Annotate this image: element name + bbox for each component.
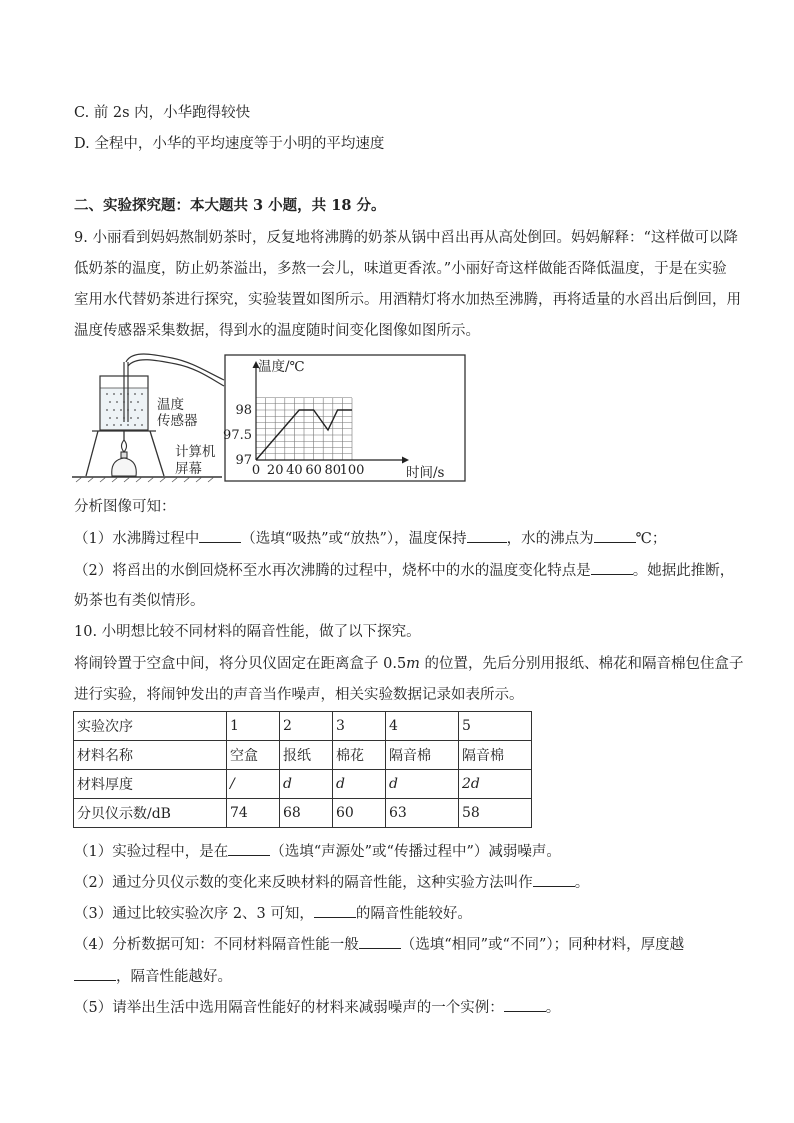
sensor-label-1: 温度 xyxy=(157,397,184,413)
q10-intro: 10. 小明想比较不同材料的隔音性能，做了以下探究。 xyxy=(74,624,421,640)
q10-sub4-cont xyxy=(74,966,232,987)
screen-label-1: 计算机 xyxy=(175,444,216,460)
q9-text-line-4: 温度传感器采集数据，得到水的温度随时间变化图像如图所示。 xyxy=(74,323,480,339)
q9-sub1-text-c: ，水的沸点为 xyxy=(506,531,594,547)
alcohol-lamp xyxy=(112,440,137,476)
q10-desc-line-2: 进行实验，将闹钟发出的声音当作噪声，相关实验数据记录如表所示。 xyxy=(74,687,524,703)
table-row xyxy=(74,712,532,741)
answer-blank[interactable] xyxy=(467,528,507,543)
distance-unit: m xyxy=(406,656,420,672)
table-cell: 隔音棉 xyxy=(386,741,459,770)
table-cell: 材料名称 xyxy=(74,741,227,770)
y-tick-label: 97 xyxy=(235,453,252,468)
q10-sub3-text-b: 的隔音性能较好。 xyxy=(355,906,472,922)
table-cell: 4 xyxy=(386,712,459,741)
answer-blank[interactable] xyxy=(314,903,356,918)
table-cell: 2 xyxy=(280,712,333,741)
table-cell: 材料厚度 xyxy=(74,770,227,799)
y-tick-label: 98 xyxy=(235,403,252,418)
answer-blank[interactable] xyxy=(199,528,241,543)
y-axis-label: 温度/℃ xyxy=(258,359,305,375)
x-axis-label: 时间/s xyxy=(406,465,445,481)
answer-blank[interactable] xyxy=(504,997,546,1012)
q9-text-line-1: 9. 小丽看到妈妈熬制奶茶时，反复地将沸腾的奶茶从锅中舀出再从高处倒回。妈妈解释：“这样做可以降 xyxy=(74,230,738,246)
table-cell: 58 xyxy=(459,799,532,828)
table-cell: d xyxy=(280,770,333,799)
q10-desc-text-d: 的位置，先后分别用报纸、棉花和隔音棉包住盒子 xyxy=(419,656,744,672)
table-row xyxy=(74,770,532,799)
x-tick-label: 80 xyxy=(324,463,342,478)
q10-sub3-text-a: （3）通过比较实验次序 2、3 可知， xyxy=(74,906,314,922)
q9-sub1 xyxy=(74,528,666,549)
data-table xyxy=(73,711,532,828)
q9-text-line-3: 室用水代替奶茶进行探究，实验装置如图所示。用酒精灯将水加热至沸腾，再将适量的水舀出后倒回，用 xyxy=(74,292,741,308)
q10-sub1 xyxy=(74,841,561,862)
table-cell: 棉花 xyxy=(333,741,386,770)
answer-blank[interactable] xyxy=(359,934,401,949)
q10-sub2 xyxy=(74,872,589,893)
q10-sub4-text-b: （选填“相同”或“不同”）；同种材料，厚度越 xyxy=(400,937,685,953)
table-row xyxy=(74,741,532,770)
q9-sub1-text-b: （选填“吸热”或“放热”），温度保持 xyxy=(241,531,467,547)
x-tick-label: 20 xyxy=(266,463,284,478)
q9-sub2-cont: 奶茶也有类似情形。 xyxy=(74,593,205,609)
q9-sub1-text-d: ℃； xyxy=(635,531,667,547)
table-cell: 空盒 xyxy=(227,741,280,770)
q10-sub4-text-a: （4）分析数据可知：不同材料隔音性能一般 xyxy=(74,937,359,953)
q10-sub5 xyxy=(74,997,560,1018)
table-cell: 68 xyxy=(280,799,333,828)
section-heading: 二、实验探究题：本大题共 3 小题，共 18 分。 xyxy=(74,197,386,214)
q10-sub4 xyxy=(74,934,684,955)
q10-desc-text-a: 将闹铃置于空盒中间，将分贝仪固定在距离盒子 xyxy=(74,656,384,672)
q10-sub2-text-b: 。 xyxy=(574,875,590,891)
q10-desc-line-1 xyxy=(74,654,744,674)
q9-text-line-2: 低奶茶的温度，防止奶茶溢出，多熬一会儿，味道更香浓。”小丽好奇这样做能否降低温度，于是在实验 xyxy=(74,261,727,277)
q10-sub1-text-b: （选填“声源处”或“传播过程中”）减弱噪声。 xyxy=(270,844,561,860)
q10-sub5-text-b: 。 xyxy=(545,1000,561,1016)
q9-sub2-text-a: （2）将舀出的水倒回烧杯至水再次沸腾的过程中，烧杯中的水的温度变化特点是 xyxy=(74,563,591,579)
table-cell: 63 xyxy=(386,799,459,828)
screen-label-2: 屏幕 xyxy=(175,461,202,477)
q10-sub3 xyxy=(74,903,472,924)
answer-blank[interactable] xyxy=(533,872,575,887)
table-row xyxy=(74,799,532,828)
distance-value: 0.5 xyxy=(383,656,407,672)
table-cell: d xyxy=(333,770,386,799)
option-c: C. 前 2s 内，小华跑得较快 xyxy=(74,105,251,121)
answer-blank[interactable] xyxy=(228,841,270,856)
x-tick-label: 0 xyxy=(251,463,261,478)
x-tick-label: 100 xyxy=(339,463,365,478)
y-tick-label: 97.5 xyxy=(223,428,252,443)
q10-sub4-text-c: ，隔音性能越好。 xyxy=(116,969,232,985)
q9-figure xyxy=(72,352,472,484)
q9-sub2-text-b: 。她据此推断， xyxy=(632,563,735,579)
table-cell: 3 xyxy=(333,712,386,741)
table-cell: 2d xyxy=(459,770,532,799)
table-cell: 隔音棉 xyxy=(459,741,532,770)
answer-blank[interactable] xyxy=(594,528,636,543)
table-cell: 60 xyxy=(333,799,386,828)
sensor-label-2: 传感器 xyxy=(157,413,198,429)
table-cell: 74 xyxy=(227,799,280,828)
x-tick-label: 40 xyxy=(286,463,303,478)
table-cell: 5 xyxy=(459,712,532,741)
table-cell: d xyxy=(386,770,459,799)
option-d: D. 全程中，小华的平均速度等于小明的平均速度 xyxy=(74,136,385,152)
q9-sub1-text-a: （1）水沸腾过程中 xyxy=(74,531,200,547)
analysis-intro: 分析图像可知： xyxy=(74,499,176,515)
x-tick-label: 60 xyxy=(305,463,322,478)
q10-sub1-text-a: （1）实验过程中，是在 xyxy=(74,844,229,860)
q10-sub5-text-a: （5）请举出生活中选用隔音性能好的材料来减弱噪声的一个实例： xyxy=(74,1000,504,1016)
table-cell: 实验次序 xyxy=(74,712,227,741)
table-cell: / xyxy=(227,770,280,799)
table-cell: 1 xyxy=(227,712,280,741)
table-cell: 分贝仪示数/dB xyxy=(74,799,227,828)
q10-sub2-text-a: （2）通过分贝仪示数的变化来反映材料的隔音性能，这种实验方法叫作 xyxy=(74,875,533,891)
table-cell: 报纸 xyxy=(280,741,333,770)
q9-sub2 xyxy=(74,560,734,581)
answer-blank[interactable] xyxy=(591,560,633,575)
answer-blank[interactable] xyxy=(74,966,116,981)
